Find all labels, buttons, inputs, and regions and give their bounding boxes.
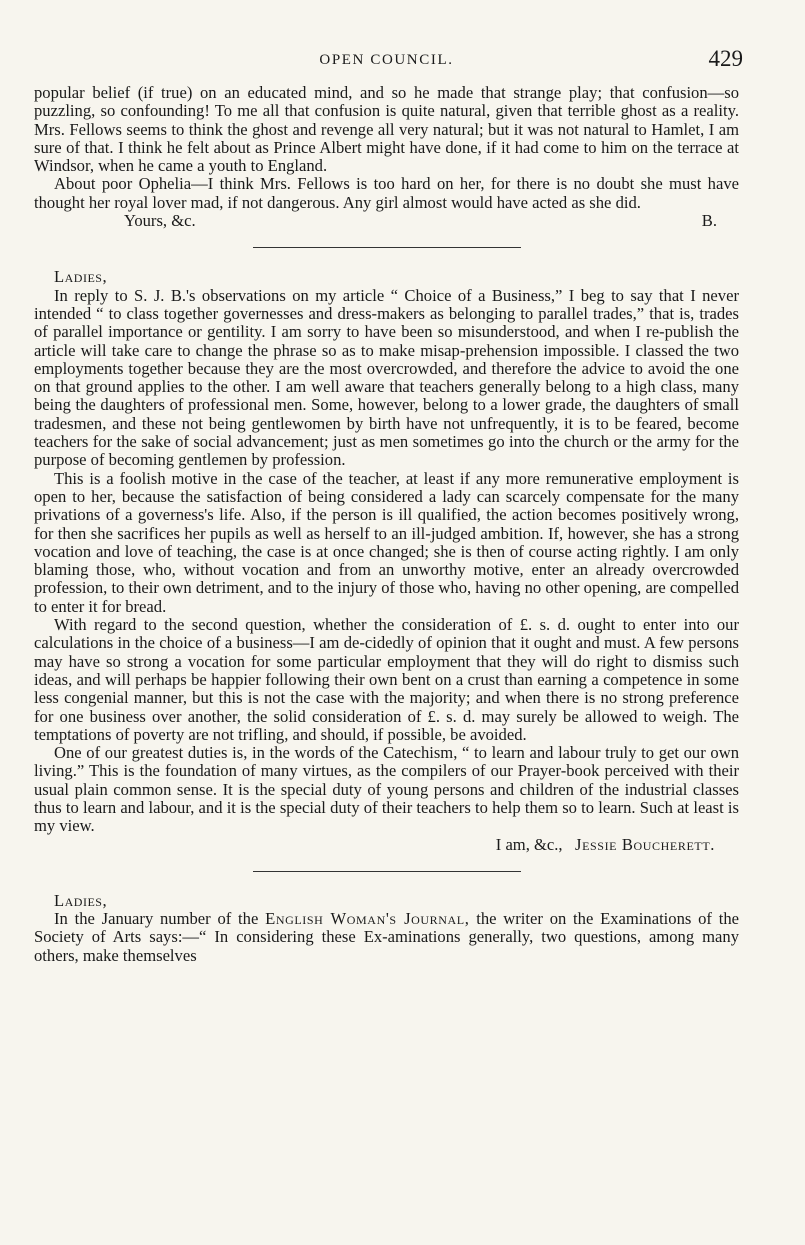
section-divider [253, 871, 521, 872]
page-header [34, 44, 743, 84]
salutation: Ladies, [54, 267, 108, 287]
letter-paragraph: One of our greatest duties is, in the words of the Catechism, “ to learn and labour truly to get our own living.” This is the foundation of many virtues, as the compilers of our Prayer-book perceived with their usual plain common sense. It is the special duty of young persons and children of the industrial classes thus to learn and labour, and it is the special duty of their teachers to help them so to learn. Such at least is my view. [34, 743, 739, 836]
body-text [34, 84, 739, 965]
letter-paragraph: About poor Ophelia—I think Mrs. Fellows is too hard on her, for there is no doubt she must have thought her royal lover mad, if not dangerous. Any girl almost would have acted as she did. [34, 174, 739, 212]
salutation: Ladies, [54, 890, 108, 910]
letter-from-b [34, 84, 739, 230]
letter-closing [34, 212, 739, 230]
page-number: 429 [708, 46, 743, 71]
signature-name: Jessie Boucherett. [575, 834, 715, 854]
closing-phrase: Yours, &c. [124, 211, 196, 231]
letter-paragraph [34, 910, 739, 965]
section-divider [253, 247, 521, 248]
letter-paragraph: In reply to S. J. B.'s observations on my article “ Choice of a Business,” I beg to say that I never intended “ to class together governesses and dress-makers as belonging to parallel trades,” that is, trades of parallel importance or gentility. I am sorry to have been so misunderstood, and when I re-publish the article will take care to change the phrase so as to make misap-prehension impossible. I classed the two employments together because they are the most overcrowded, and therefore the advice to avoid the one on that ground applies to the other. I am well aware that teachers generally belong to a high class, many being the daughters of professional men. Some, however, belong to a lower grade, the daughters of small tradesmen, and these not being gentlewomen by birth have not unfrequently, it is to be feared, become teachers for the sake of social advancement; just as men sometimes go into the church or the army for the purpose of becoming gentlemen by profession. [34, 285, 739, 470]
signature-line [34, 836, 739, 854]
letter-paragraph: This is a foolish motive in the case of the teacher, at least if any more remunerative employment is open to her, because the satisfaction of being considered a lady can scarcely compensate for the many privations of a governess's life. Also, if the person is ill qualified, the action becomes positively wrong, for then she sacrifices her pupils as well as herself to an ill-judged ambition. If, however, she has a strong vocation and love of teaching, the case is at once changed; she is then of course acting rightly. I am only blaming those, who, without vocation and from an unworthy motive, enter an already overcrowded profession, to their own detriment, and to the injury of those who, having no other opening, are compelled to enter it for bread. [34, 468, 739, 616]
paragraph-text: the writer on the Examinations of the Society of Arts says:—“ In considering these Ex-aminations generally, two questions, among many others, make themselves [34, 909, 739, 965]
letter-from-jessie-boucherett [34, 268, 739, 854]
running-title: OPEN COUNCIL. [319, 52, 454, 68]
signature: B. [701, 211, 717, 231]
letter-third [34, 892, 739, 965]
paragraph-text: In the January number of the [54, 909, 266, 929]
signature-prefix: I am, &c., [495, 834, 563, 854]
letter-paragraph: With regard to the second question, whether the consideration of £. s. d. ought to enter into our calculations in the choice of a business—I am de-cidedly of opinion that it ought and must. A few persons may have so strong a vocation for some particular employment that they will do right to dismiss such ideas, and will perhaps be happier following their own bent on a crust than earning a competence in some less congenial manner, but this is not the case with the majority; and when there is no strong preference for one business over another, the solid consideration of £. s. d. may surely be allowed to weigh. The temptations of poverty are not trifling, and should, if possible, be avoided. [34, 615, 739, 744]
letter-paragraph: popular belief (if true) on an educated mind, and so he made that strange play; that confusion—so puzzling, so confounding! To me all that confusion is quite natural, given that terrible ghost as a reality. Mrs. Fellows seems to think the ghost and revenge all very natural; but it was not natural to Hamlet, I am sure of that. I think he felt about as Prince Albert might have done, if it had come to him on the terrace at Windsor, when he came a youth to England. [34, 83, 739, 176]
journal-title: English Woman's Journal, [265, 909, 470, 929]
